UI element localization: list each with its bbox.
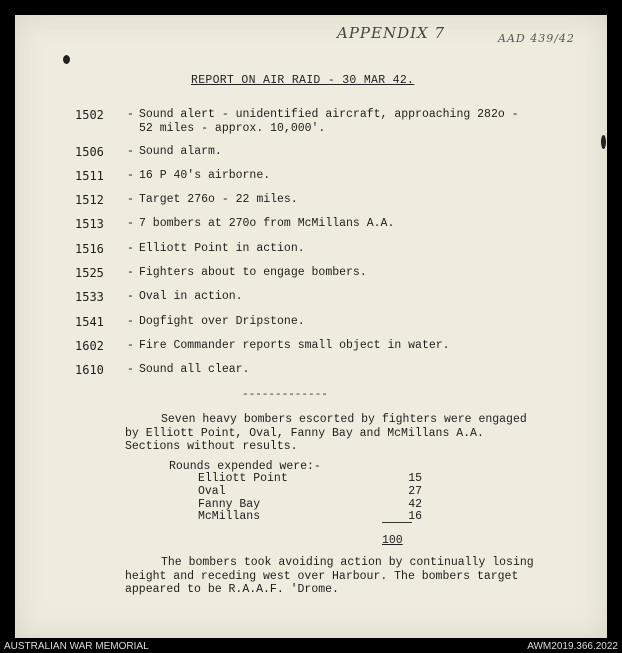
paragraph-line: by Elliott Point, Oval, Fanny Bay and McMillans A.A.	[125, 426, 484, 440]
entry-text: 7 bombers at 270o from McMillans A.A.	[139, 217, 395, 231]
battery-name: Fanny Bay	[198, 497, 261, 511]
battery-name: McMillans	[198, 510, 261, 524]
entry-text: Sound alert - unidentified aircraft, approaching 282o -	[139, 108, 519, 121]
timeline-entry: 1525 - Fighters about to engage bombers.	[75, 266, 595, 290]
rounds-row	[198, 498, 422, 511]
entry-text: Sound all clear.	[139, 363, 250, 377]
rounds-heading: Rounds expended were:-	[169, 460, 321, 473]
entry-time: 1533	[75, 290, 104, 305]
battery-name: Oval	[198, 484, 226, 498]
rounds-total: 100	[382, 534, 403, 547]
entry-text: Oval in action.	[139, 290, 243, 304]
paragraph-line: appeared to be R.A.A.F. 'Drome.	[125, 583, 339, 596]
entry-text: Fire Commander reports small object in water.	[139, 338, 450, 352]
entry-text: Elliott Point in action.	[139, 241, 305, 255]
timeline-entry: 1506 - Sound alarm.	[75, 145, 595, 169]
paragraph-line: The bombers took avoiding action by continually losing	[161, 556, 534, 569]
entry-text: Target 276o - 22 miles.	[139, 193, 298, 207]
ink-blot	[601, 135, 606, 149]
handwritten-appendix-note: APPENDIX 7	[337, 24, 446, 42]
timeline-entry: 1533 - Oval in action.	[75, 290, 595, 314]
paragraph-line: Seven heavy bombers escorted by fighters were engaged	[161, 413, 527, 426]
timeline-entry: 1516 - Elliott Point in action.	[75, 242, 595, 266]
rounds-value: 16	[408, 510, 422, 524]
document-page	[15, 15, 607, 638]
timeline-entry: 1502 - Sound alert - unidentified aircraft, approaching 282o -	[75, 108, 519, 122]
sum-underline	[382, 522, 412, 523]
battery-name: Elliott Point	[198, 472, 288, 485]
rounds-table	[198, 472, 422, 523]
summary-paragraph	[125, 413, 595, 454]
section-divider: -------------	[242, 389, 328, 401]
ink-blot	[63, 55, 70, 64]
timeline-entry: 1512 - Target 276o - 22 miles.	[75, 193, 595, 217]
timeline-entry: 1610 - Sound all clear.	[75, 363, 595, 387]
entry-text: Fighters about to engage bombers.	[139, 265, 367, 279]
timeline-entry: 1541 - Dogfight over Dripstone.	[75, 315, 595, 339]
entry-time: 1516	[75, 241, 104, 256]
paragraph-line: height and receding west over Harbour. The bombers target	[125, 569, 519, 583]
entry-time: 1602	[75, 338, 104, 353]
entry-time: 1610	[75, 363, 104, 378]
entry-time: 1513	[75, 217, 104, 232]
rounds-value: 15	[408, 472, 422, 485]
footer-catalogue-id: AWM2019.366.2022	[527, 641, 618, 652]
timeline-entry: 1602 - Fire Commander reports small object in water.	[75, 339, 595, 363]
entry-time: 1512	[75, 193, 104, 208]
rounds-value: 42	[408, 497, 422, 511]
rounds-row	[198, 485, 422, 498]
entry-time: 1502	[75, 108, 104, 122]
entry-text: 52 miles - approx. 10,000'.	[139, 121, 326, 135]
entry-text: 16 P 40's airborne.	[139, 168, 271, 182]
rounds-value: 27	[408, 484, 422, 498]
entry-time: 1525	[75, 265, 104, 280]
timeline-entries	[75, 108, 595, 387]
conclusion-paragraph	[125, 556, 595, 597]
timeline-entry-continuation	[75, 122, 595, 145]
timeline-entry: 1511 - 16 P 40's airborne.	[75, 169, 595, 193]
entry-text: Dogfight over Dripstone.	[139, 314, 305, 328]
footer-institution: AUSTRALIAN WAR MEMORIAL	[4, 641, 149, 652]
entry-time: 1506	[75, 144, 104, 159]
rounds-row	[198, 472, 422, 485]
paragraph-line: Sections without results.	[125, 440, 298, 453]
entry-time: 1541	[75, 314, 104, 329]
entry-text: Sound alarm.	[139, 144, 222, 158]
report-title: REPORT ON AIR RAID - 30 MAR 42.	[191, 74, 415, 87]
entry-time: 1511	[75, 168, 104, 183]
timeline-entry: 1513 - 7 bombers at 270o from McMillans A.A.	[75, 217, 595, 241]
handwritten-reference-note: AAD 439/42	[498, 32, 575, 45]
